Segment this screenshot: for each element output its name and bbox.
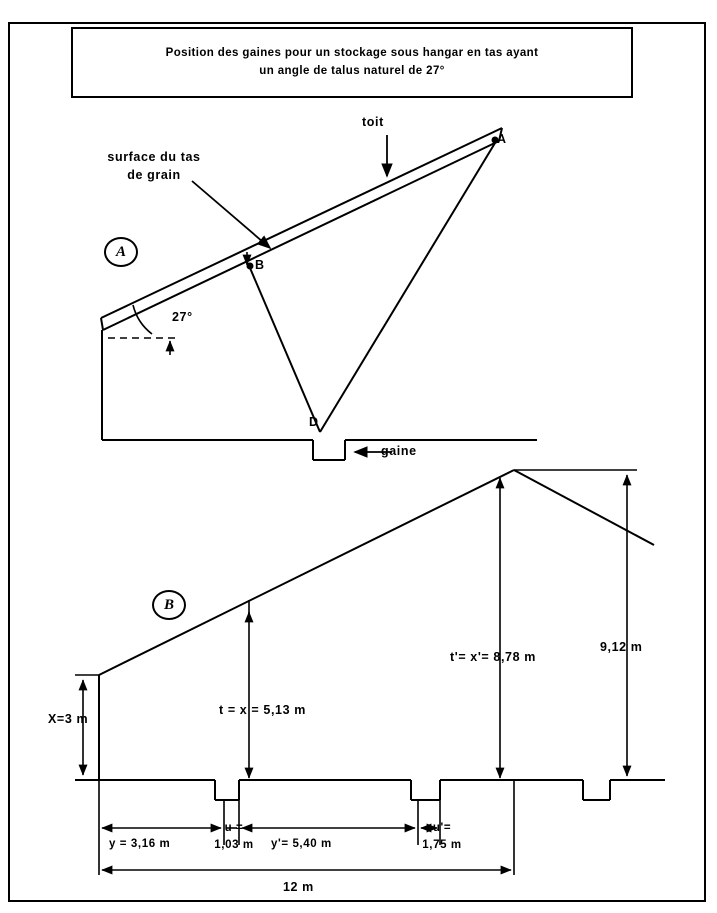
label-u-prime-line-2: 1,75 m	[422, 838, 462, 851]
panel-b-profile	[99, 470, 654, 780]
label-t-x: t = x = 5,13 m	[219, 703, 306, 717]
panel-a-points	[247, 137, 499, 270]
label-gaine: gaine	[381, 444, 417, 458]
panel-b-dim-right-height	[514, 470, 637, 776]
title-line-1: Position des gaines pour un stockage sous hangar en tas ayant	[165, 47, 539, 60]
title-line-2: un angle de talus naturel de 27°	[259, 64, 445, 77]
label-u	[207, 820, 261, 853]
label-heap-surface-line-1: surface du tas	[107, 150, 201, 164]
label-u-line-2: 1,03 m	[214, 838, 254, 851]
label-u-line-1: u =	[224, 822, 244, 834]
label-height-right: 9,12 m	[600, 640, 643, 654]
panel-a-ground	[102, 330, 537, 460]
label-u-prime-line-1: u'=	[432, 822, 452, 834]
label-u-prime	[414, 820, 470, 853]
label-point-b: B	[255, 258, 265, 272]
label-total-width: 12 m	[283, 880, 314, 894]
label-height-x: X=3 m	[48, 712, 89, 726]
panel-a-surface-pointer	[192, 181, 270, 248]
label-t-prime-x-prime: t'= x'= 8,78 m	[450, 650, 536, 664]
label-heap-surface	[84, 148, 224, 184]
panel-b-ground	[75, 780, 665, 800]
label-angle-27: 27°	[172, 310, 193, 324]
panel-a-rays	[250, 143, 495, 432]
label-roof: toit	[362, 115, 384, 129]
panel-a-badge: A	[104, 237, 138, 267]
label-heap-surface-line-2: de grain	[127, 168, 181, 183]
title-box	[71, 27, 633, 98]
title-text	[156, 45, 549, 80]
label-point-d: D	[309, 415, 319, 429]
label-point-a: A	[497, 132, 507, 146]
label-y-prime: y'= 5,40 m	[271, 838, 332, 850]
panel-b-badge: B	[152, 590, 186, 620]
label-y: y = 3,16 m	[109, 838, 171, 850]
